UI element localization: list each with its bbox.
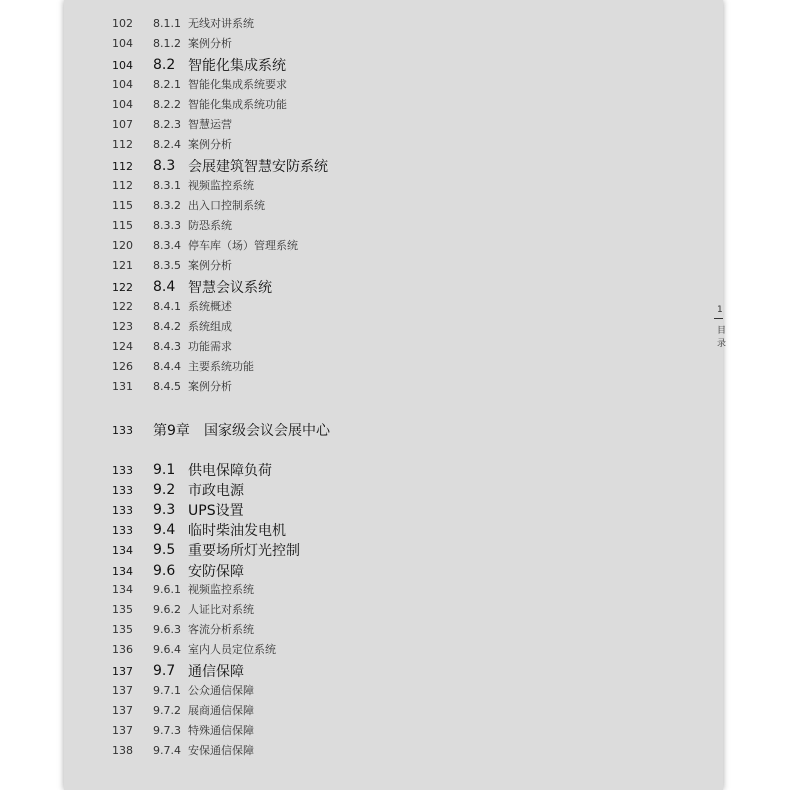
toc-title: 智能化集成系统要求 xyxy=(188,78,287,91)
toc-section-number: 9.5 xyxy=(153,542,176,558)
toc-page-number: 137 xyxy=(112,664,133,678)
toc-section-number: 8.3.4 xyxy=(153,238,181,252)
toc-section-number: 8.4 xyxy=(153,279,176,295)
toc-section-number: 9.7.2 xyxy=(153,703,181,717)
toc-page-number: 112 xyxy=(112,137,133,151)
toc-page-number: 137 xyxy=(112,703,133,717)
toc-title: 停车库（场）管理系统 xyxy=(188,239,298,252)
toc-title: 视频监控系统 xyxy=(188,179,254,192)
toc-title: 国家级会议会展中心 xyxy=(204,423,330,439)
edge-text-2: 目 xyxy=(717,326,727,336)
toc-title: 系统概述 xyxy=(188,300,232,313)
toc-section-number: 9.7 xyxy=(153,663,176,679)
toc-page-number: 131 xyxy=(112,379,133,393)
toc-page-number: 104 xyxy=(112,36,133,50)
toc-page-number: 137 xyxy=(112,723,133,737)
toc-title: 案例分析 xyxy=(188,259,232,272)
toc-section-number: 8.2.1 xyxy=(153,77,181,91)
toc-section-number: 9.7.1 xyxy=(153,683,181,697)
toc-title: 临时柴油发电机 xyxy=(188,523,286,539)
toc-section-number: 8.3.3 xyxy=(153,218,181,232)
toc-title: 案例分析 xyxy=(188,138,232,151)
toc-page-number: 133 xyxy=(112,523,133,537)
toc-section-number: 8.3.2 xyxy=(153,198,181,212)
toc-title: 智能化集成系统功能 xyxy=(188,98,287,111)
toc-section-number: 8.1.1 xyxy=(153,16,181,30)
toc-page-number: 112 xyxy=(112,159,133,173)
toc-page-number: 135 xyxy=(112,622,133,636)
toc-title: 安保通信保障 xyxy=(188,744,254,757)
toc-title: 功能需求 xyxy=(188,340,232,353)
toc-page-number: 133 xyxy=(112,483,133,497)
toc-page-number: 124 xyxy=(112,339,133,353)
toc-title: 智慧会议系统 xyxy=(188,280,272,296)
toc-section-number: 8.2.3 xyxy=(153,117,181,131)
toc-page-number: 104 xyxy=(112,77,133,91)
toc-page-number: 133 xyxy=(112,423,133,437)
toc-title: 防恐系统 xyxy=(188,219,232,232)
toc-page-number: 138 xyxy=(112,743,133,757)
toc-page-number: 102 xyxy=(112,16,133,30)
toc-section-number: 8.2.2 xyxy=(153,97,181,111)
toc-page-number: 136 xyxy=(112,642,133,656)
toc-title: 安防保障 xyxy=(188,564,244,580)
toc-page-number: 120 xyxy=(112,238,133,252)
toc-section-number: 9.7.3 xyxy=(153,723,181,737)
toc-title: 重要场所灯光控制 xyxy=(188,543,300,559)
toc-section-number: 9.2 xyxy=(153,482,176,498)
toc-title: 主要系统功能 xyxy=(188,360,254,373)
toc-title: 案例分析 xyxy=(188,380,232,393)
toc-page-number: 104 xyxy=(112,97,133,111)
toc-page-number: 115 xyxy=(112,198,133,212)
toc-title: 特殊通信保障 xyxy=(188,724,254,737)
toc-section-number: 8.4.1 xyxy=(153,299,181,313)
edge-text-3: 录 xyxy=(717,339,727,349)
edge-divider xyxy=(714,318,723,319)
toc-section-number: 8.2 xyxy=(153,57,176,73)
toc-title: 系统组成 xyxy=(188,320,232,333)
toc-section-number: 9.7.4 xyxy=(153,743,181,757)
toc-section-number: 9.6.3 xyxy=(153,622,181,636)
toc-page-number: 115 xyxy=(112,218,133,232)
toc-section-number: 8.3 xyxy=(153,158,176,174)
toc-title: 人证比对系统 xyxy=(188,603,254,616)
toc-title: 通信保障 xyxy=(188,664,244,680)
toc-title: 公众通信保障 xyxy=(188,684,254,697)
toc-section-number: 第9章 xyxy=(153,423,190,439)
toc-page-number: 134 xyxy=(112,564,133,578)
toc-page-number: 135 xyxy=(112,602,133,616)
document-page xyxy=(64,0,727,790)
toc-section-number: 9.6.2 xyxy=(153,602,181,616)
toc-title: 客流分析系统 xyxy=(188,623,254,636)
toc-title: 案例分析 xyxy=(188,37,232,50)
toc-section-number: 8.2.4 xyxy=(153,137,181,151)
toc-section-number: 9.3 xyxy=(153,502,176,518)
toc-page-number: 134 xyxy=(112,543,133,557)
toc-page-number: 122 xyxy=(112,299,133,313)
toc-section-number: 9.6.4 xyxy=(153,642,181,656)
toc-title: 智能化集成系统 xyxy=(188,58,286,74)
toc-page-number: 123 xyxy=(112,319,133,333)
toc-title: 室内人员定位系统 xyxy=(188,643,276,656)
toc-page-number: 134 xyxy=(112,582,133,596)
toc-title: 会展建筑智慧安防系统 xyxy=(188,159,328,175)
toc-page-number: 121 xyxy=(112,258,133,272)
toc-section-number: 8.4.5 xyxy=(153,379,181,393)
toc-title: 无线对讲系统 xyxy=(188,17,254,30)
toc-page-number: 122 xyxy=(112,280,133,294)
toc-page-number: 126 xyxy=(112,359,133,373)
toc-title: 视频监控系统 xyxy=(188,583,254,596)
toc-section-number: 8.3.1 xyxy=(153,178,181,192)
toc-section-number: 8.3.5 xyxy=(153,258,181,272)
toc-title: UPS设置 xyxy=(188,503,244,519)
toc-title: 市政电源 xyxy=(188,483,244,499)
toc-page-number: 112 xyxy=(112,178,133,192)
toc-title: 智慧运营 xyxy=(188,118,232,131)
toc-section-number: 8.4.4 xyxy=(153,359,181,373)
toc-page-number: 133 xyxy=(112,503,133,517)
toc-title: 出入口控制系统 xyxy=(188,199,265,212)
toc-section-number: 9.4 xyxy=(153,522,176,538)
toc-page-number: 107 xyxy=(112,117,133,131)
toc-title: 展商通信保障 xyxy=(188,704,254,717)
edge-text-1: 1 xyxy=(717,305,723,315)
toc-page-number: 133 xyxy=(112,463,133,477)
toc-section-number: 9.6.1 xyxy=(153,582,181,596)
toc-page-number: 137 xyxy=(112,683,133,697)
toc-section-number: 9.6 xyxy=(153,563,176,579)
toc-title: 供电保障负荷 xyxy=(188,463,272,479)
toc-page-number: 104 xyxy=(112,58,133,72)
toc-section-number: 8.4.3 xyxy=(153,339,181,353)
toc-section-number: 9.1 xyxy=(153,462,176,478)
toc-section-number: 8.1.2 xyxy=(153,36,181,50)
toc-section-number: 8.4.2 xyxy=(153,319,181,333)
